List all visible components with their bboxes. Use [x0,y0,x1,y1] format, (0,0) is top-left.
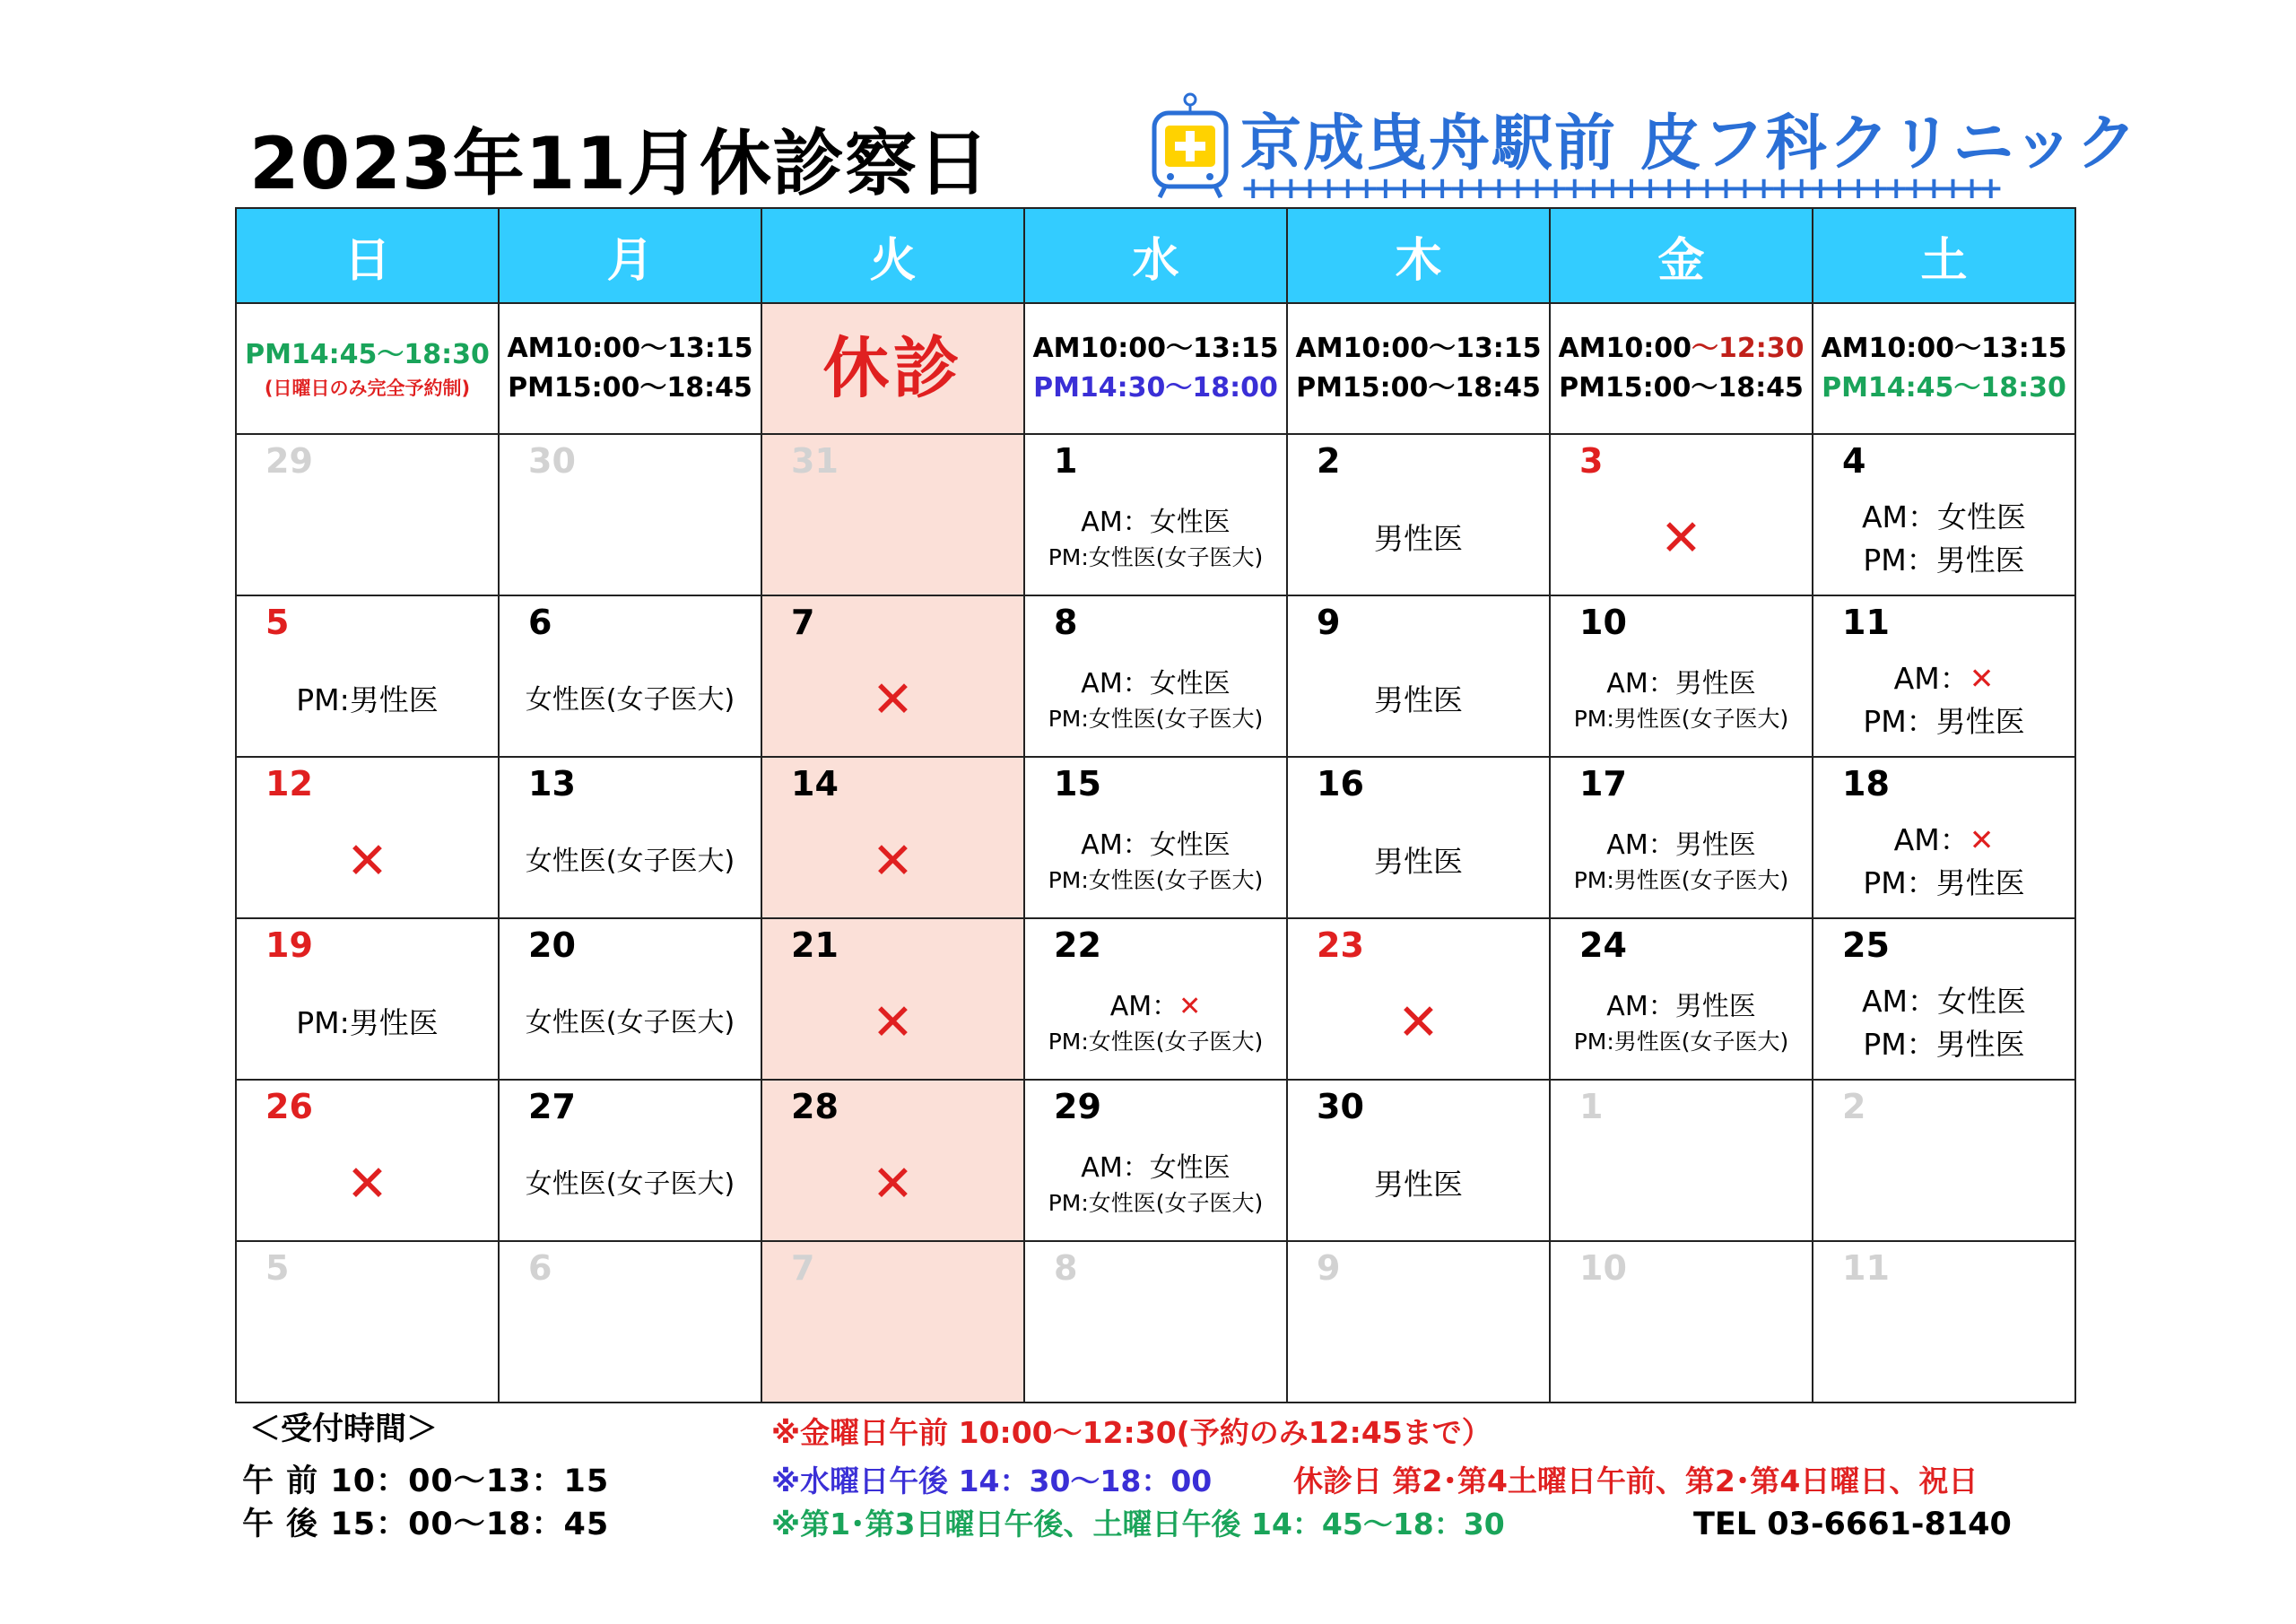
day-number: 8 [1054,603,1078,642]
hours-fri-am-end: ～12:30 [1692,333,1805,364]
hours-sat-am: AM10:00～13:15 [1821,333,2067,364]
week-row-3 [236,757,2075,918]
doctor: 女性医(女子医大) [525,1007,735,1038]
am-doctor: AM：男性医 [1606,829,1756,861]
day-cell [1287,918,1550,1080]
reception-pm: 午 後 15：00～18：45 [242,1507,610,1542]
day-number: 9 [1317,603,1341,642]
day-number: 29 [1054,1087,1101,1126]
day-number: 31 [791,441,839,481]
day-number: 5 [265,1248,290,1288]
day-cell [1813,1241,2075,1403]
day-cell [236,595,499,757]
day-cell [1024,918,1287,1080]
note-wednesday: ※水曜日午後 14：30～18：00 [771,1463,1213,1498]
am-doctor: AM：女性医 [1861,984,2027,1019]
doctor: 女性医(女子医大) [525,684,735,716]
week-row-5 [236,1080,2075,1241]
hours-thu [1287,303,1550,434]
pm-doctor: PM：男性医 [1863,543,2025,578]
day-cell [1550,918,1813,1080]
closed-x-icon: ✕ [1969,822,1995,857]
day-cell [499,757,761,918]
day-number: 3 [1579,441,1604,481]
day-number: 7 [791,603,815,642]
doctor: 男性医 [1374,682,1463,717]
doctor: 男性医 [1374,521,1463,556]
day-number: 2 [1317,441,1341,481]
day-number: 13 [528,764,576,803]
day-cell [761,757,1024,918]
closed-x-icon: ✕ [1660,509,1702,568]
note-sunday-saturday: ※第1･第3日曜日午後、土曜日午後 14：45～18：30 [771,1507,1505,1541]
day-number: 11 [1842,1248,1890,1288]
day-cell [1024,434,1287,595]
closed-x-icon: ✕ [1178,991,1202,1022]
day-cell [1813,1080,2075,1241]
day-number: 25 [1842,925,1890,965]
closed-x-icon: ✕ [1397,994,1439,1052]
hours-wed-pm: PM14:30～18:00 [1033,372,1278,404]
weekday-thu: 木 [1287,208,1550,303]
day-cell [1287,1080,1550,1241]
pm-doctor: PM:女性医(女子医大) [1048,1190,1264,1216]
day-number: 14 [791,764,839,803]
day-number: 26 [265,1087,313,1126]
hours-sun-pm: PM14:45～18:30 [245,339,490,370]
pm-doctor: PM:男性医(女子医大) [1573,1029,1789,1055]
day-number: 30 [1317,1087,1364,1126]
day-cell [499,1080,761,1241]
pm-doctor: PM：男性医 [1863,704,2025,739]
day-cell [1024,1080,1287,1241]
weekday-tue: 火 [761,208,1024,303]
closed-x-icon: ✕ [872,994,914,1052]
hours-sat-pm: PM14:45～18:30 [1822,372,2066,404]
hours-thu-am: AM10:00～13:15 [1295,333,1542,364]
day-cell [761,1080,1024,1241]
doctor: 女性医(女子医大) [525,846,735,877]
day-number: 11 [1842,603,1890,642]
closed-x-icon: ✕ [872,1155,914,1213]
day-number: 9 [1317,1248,1341,1288]
day-number: 23 [1317,925,1364,965]
day-number: 2 [1842,1087,1866,1126]
hours-wed-am: AM10:00～13:15 [1032,333,1279,364]
hours-fri-am-start: AM10:00 [1558,333,1692,364]
day-cell [1550,1241,1813,1403]
day-number: 1 [1054,441,1078,481]
train-medical-cross-icon [1151,91,1230,199]
day-cell [1550,1080,1813,1241]
week-row-2 [236,595,2075,757]
week-row-1 [236,434,2075,595]
day-cell [1813,595,2075,757]
closed-x-icon: ✕ [1969,661,1995,696]
day-number: 30 [528,441,576,481]
day-number: 29 [265,441,313,481]
am-doctor [1894,819,1995,862]
pm-doctor: PM:男性医(女子医大) [1573,706,1789,732]
am-doctor [1894,657,1995,700]
pm-doctor: PM：男性医 [1863,1027,2025,1062]
day-number: 18 [1842,764,1890,803]
day-number: 24 [1579,925,1627,965]
hours-mon-pm: PM15:00～18:45 [508,372,752,404]
hours-sun [236,303,499,434]
pm-doctor: PM:女性医(女子医大) [1048,544,1264,570]
hours-mon [499,303,761,434]
am-doctor: AM：女性医 [1861,499,2027,534]
pm-doctor: PM：男性医 [1863,865,2025,900]
day-number: 28 [791,1087,839,1126]
day-number: 22 [1054,925,1101,965]
hours-tue [761,303,1024,434]
hours-row [236,303,2075,434]
closed-x-icon: ✕ [872,671,914,729]
weekday-wed: 水 [1024,208,1287,303]
day-cell [1024,595,1287,757]
day-cell [499,918,761,1080]
pm-doctor: PM:女性医(女子医大) [1048,867,1264,893]
closed-label: 休診 [822,330,963,407]
day-cell [236,1080,499,1241]
closed-days: 休診日 第2･第4土曜日午前、第2･第4日曜日、祝日 [1293,1463,1979,1498]
hours-sun-note: (日曜日のみ完全予約制) [264,378,471,399]
day-cell [1287,595,1550,757]
am-label: AM： [1893,822,1970,857]
day-number: 6 [528,603,552,642]
doctor: 男性医 [1374,844,1463,879]
weekday-mon: 月 [499,208,761,303]
day-number: 27 [528,1087,576,1126]
doctor: 男性医 [1374,1167,1463,1202]
day-cell [1813,918,2075,1080]
day-number: 17 [1579,764,1627,803]
am-doctor: AM：女性医 [1081,829,1231,861]
day-cell [1813,757,2075,918]
pm-doctor: PM:女性医(女子医大) [1048,1029,1264,1055]
am-doctor: AM：女性医 [1081,1152,1231,1184]
am-label: AM： [1109,991,1179,1022]
day-cell [1287,434,1550,595]
am-doctor [1110,988,1202,1026]
day-cell [499,595,761,757]
day-cell [1550,757,1813,918]
day-number: 20 [528,925,576,965]
telephone: TEL 03-6661-8140 [1693,1507,2012,1542]
hours-sat [1813,303,2075,434]
reception-title: ＜受付時間＞ [249,1411,439,1447]
day-number: 19 [265,925,313,965]
clinic-name: 京成曳舟駅前 皮フ科クリニック [1240,109,2139,179]
day-cell [1287,1241,1550,1403]
day-cell [499,434,761,595]
pm-doctor: PM:女性医(女子医大) [1048,706,1264,732]
day-number: 10 [1579,1248,1627,1288]
am-doctor: AM：男性医 [1606,668,1756,699]
day-number: 15 [1054,764,1101,803]
hours-mon-am: AM10:00～13:15 [507,333,753,364]
closed-x-icon: ✕ [346,832,388,890]
day-cell [761,918,1024,1080]
day-cell [1024,1241,1287,1403]
logo-decoration: ++++++++++++++++++++++++++++++++++++++++ [1240,170,1997,206]
doctor: 女性医(女子医大) [525,1168,735,1200]
am-doctor: AM：男性医 [1606,991,1756,1022]
day-cell [761,595,1024,757]
weekday-sun: 日 [236,208,499,303]
am-doctor: AM：女性医 [1081,668,1231,699]
week-row-4 [236,918,2075,1080]
weekday-header-row [236,208,2075,303]
hours-fri-pm: PM15:00～18:45 [1559,372,1804,404]
page-title: 2023年11月休診察日 [249,122,990,205]
day-number: 21 [791,925,839,965]
day-cell [236,757,499,918]
day-number: 7 [791,1248,815,1288]
day-cell [1550,434,1813,595]
day-number: 12 [265,764,313,803]
weekday-fri: 金 [1550,208,1813,303]
day-cell [236,918,499,1080]
day-cell [1287,757,1550,918]
closed-x-icon: ✕ [872,832,914,890]
am-doctor: AM：女性医 [1081,507,1231,538]
day-cell [1813,434,2075,595]
day-cell [236,434,499,595]
reception-am: 午 前 10：00～13：15 [242,1463,610,1499]
day-number: 16 [1317,764,1364,803]
day-cell [499,1241,761,1403]
day-number: 10 [1579,603,1627,642]
day-cell [761,434,1024,595]
day-cell [1024,757,1287,918]
day-number: 6 [528,1248,552,1288]
day-cell [761,1241,1024,1403]
week-row-6 [236,1241,2075,1403]
am-label: AM： [1893,661,1970,696]
day-number: 1 [1579,1087,1604,1126]
pm-doctor: PM:男性医(女子医大) [1573,867,1789,893]
day-cell [236,1241,499,1403]
hours-wed [1024,303,1287,434]
hours-thu-pm: PM15:00～18:45 [1296,372,1541,404]
clinic-logo [1151,91,2139,206]
weekday-sat: 土 [1813,208,2075,303]
hours-fri [1550,303,1813,434]
day-number: 4 [1842,441,1866,481]
day-number: 8 [1054,1248,1078,1288]
pm-doctor: PM:男性医 [296,682,439,717]
note-friday: ※金曜日午前 10:00～12:30(予約のみ12:45まで） [771,1415,1492,1450]
closed-x-icon: ✕ [346,1155,388,1213]
day-number: 5 [265,603,290,642]
pm-doctor: PM:男性医 [296,1005,439,1040]
calendar-table [235,207,2076,1403]
day-cell [1550,595,1813,757]
hours-fri-am [1558,329,1804,369]
